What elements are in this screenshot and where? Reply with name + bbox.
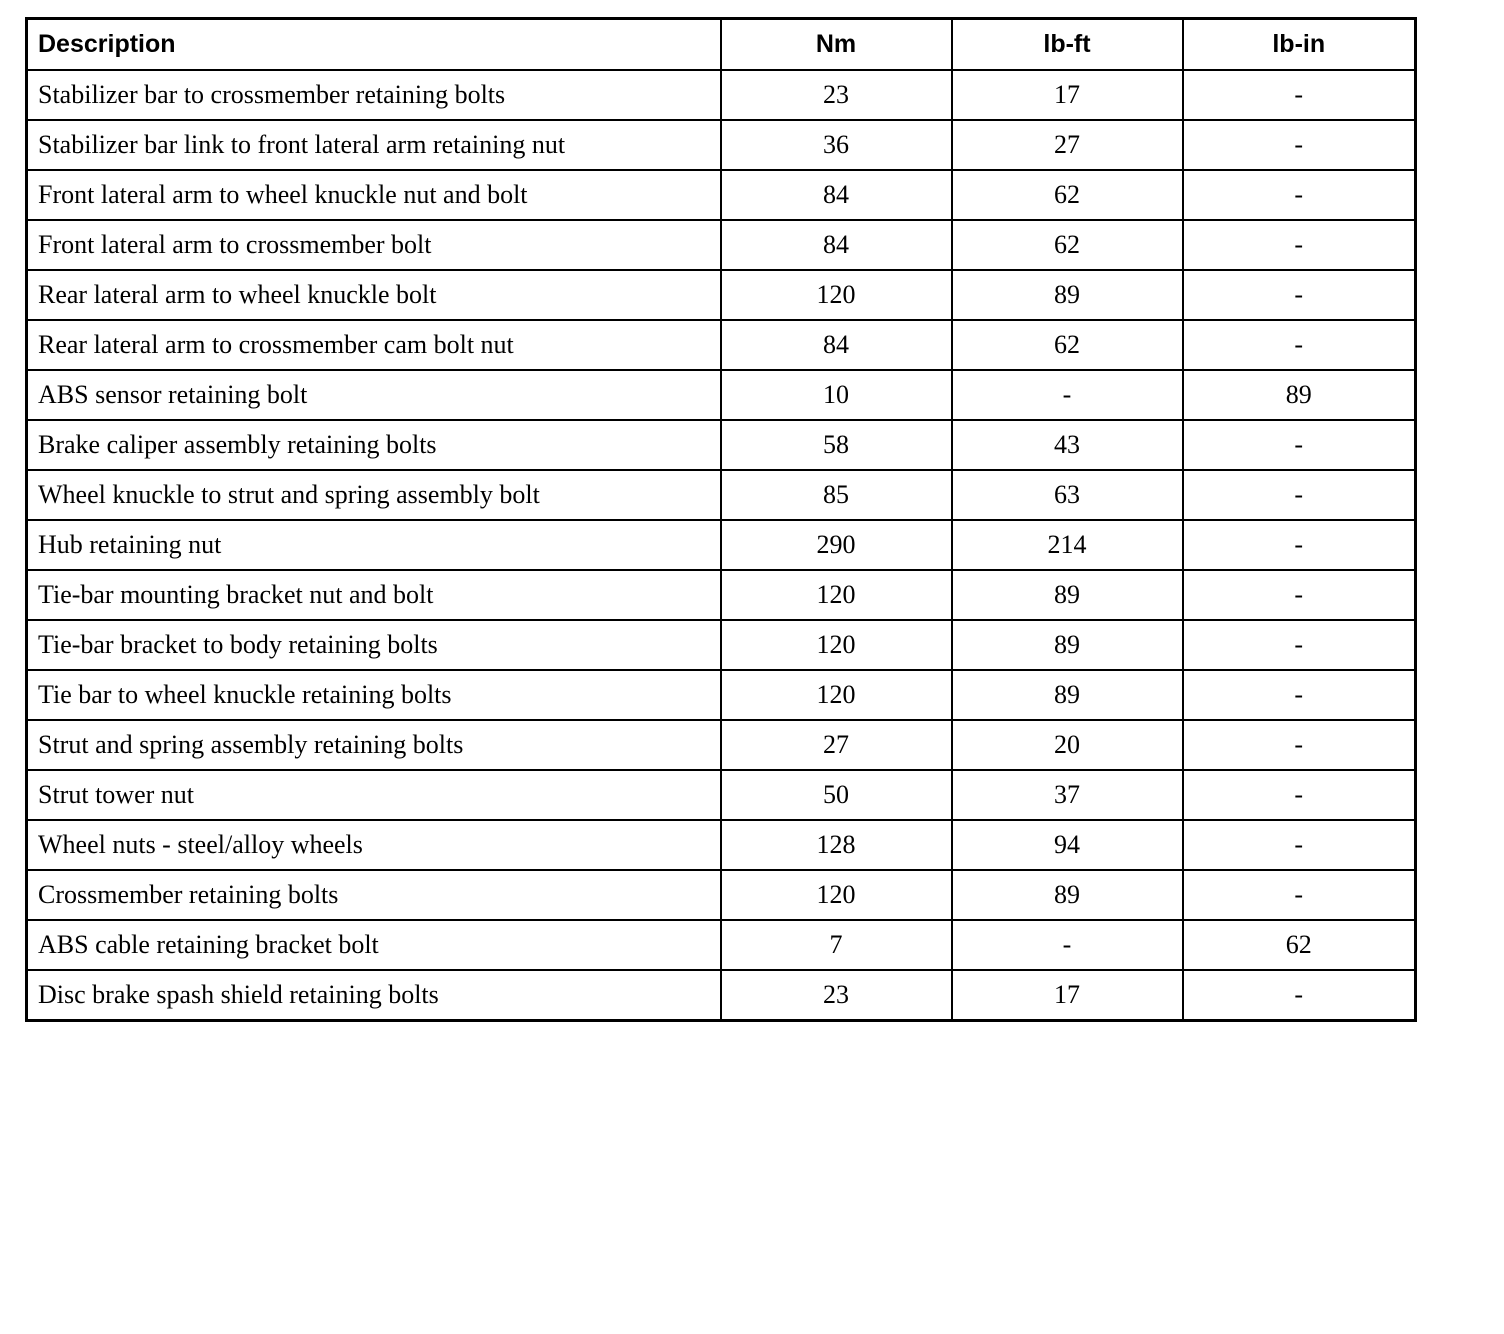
cell-lb-in: - bbox=[1183, 770, 1416, 820]
table-row bbox=[27, 420, 1416, 470]
cell-description: ABS sensor retaining bolt bbox=[27, 370, 721, 420]
cell-lb-in: - bbox=[1183, 70, 1416, 120]
table-row bbox=[27, 170, 1416, 220]
cell-description: Front lateral arm to wheel knuckle nut and bolt bbox=[27, 170, 721, 220]
header-description: Description bbox=[27, 19, 721, 71]
table-row bbox=[27, 320, 1416, 370]
cell-nm: 120 bbox=[721, 270, 952, 320]
cell-lb-in: - bbox=[1183, 620, 1416, 670]
table-row bbox=[27, 870, 1416, 920]
cell-nm: 84 bbox=[721, 220, 952, 270]
cell-description: Stabilizer bar to crossmember retaining bolts bbox=[27, 70, 721, 120]
cell-lb-in: - bbox=[1183, 420, 1416, 470]
cell-lb-ft: 89 bbox=[952, 870, 1183, 920]
table-row bbox=[27, 570, 1416, 620]
cell-nm: 23 bbox=[721, 70, 952, 120]
cell-lb-ft: 89 bbox=[952, 670, 1183, 720]
table-row bbox=[27, 470, 1416, 520]
cell-nm: 23 bbox=[721, 970, 952, 1021]
table-row bbox=[27, 70, 1416, 120]
cell-nm: 120 bbox=[721, 620, 952, 670]
cell-lb-in: - bbox=[1183, 870, 1416, 920]
cell-lb-ft: 89 bbox=[952, 270, 1183, 320]
cell-lb-in: - bbox=[1183, 270, 1416, 320]
table-row bbox=[27, 120, 1416, 170]
cell-lb-in: - bbox=[1183, 520, 1416, 570]
cell-lb-ft: 62 bbox=[952, 170, 1183, 220]
cell-lb-in: - bbox=[1183, 120, 1416, 170]
cell-lb-ft: 20 bbox=[952, 720, 1183, 770]
cell-lb-ft: - bbox=[952, 370, 1183, 420]
cell-lb-in: 62 bbox=[1183, 920, 1416, 970]
cell-lb-ft: 214 bbox=[952, 520, 1183, 570]
cell-lb-in: - bbox=[1183, 970, 1416, 1021]
cell-description: Brake caliper assembly retaining bolts bbox=[27, 420, 721, 470]
cell-description: Tie bar to wheel knuckle retaining bolts bbox=[27, 670, 721, 720]
cell-description: Disc brake spash shield retaining bolts bbox=[27, 970, 721, 1021]
cell-description: ABS cable retaining bracket bolt bbox=[27, 920, 721, 970]
cell-lb-in: - bbox=[1183, 220, 1416, 270]
cell-nm: 120 bbox=[721, 870, 952, 920]
header-row bbox=[27, 19, 1416, 71]
cell-lb-ft: 89 bbox=[952, 570, 1183, 620]
cell-nm: 290 bbox=[721, 520, 952, 570]
table-row bbox=[27, 220, 1416, 270]
cell-nm: 27 bbox=[721, 720, 952, 770]
cell-lb-in: - bbox=[1183, 820, 1416, 870]
cell-nm: 84 bbox=[721, 320, 952, 370]
cell-description: Tie-bar mounting bracket nut and bolt bbox=[27, 570, 721, 620]
table-row bbox=[27, 720, 1416, 770]
cell-lb-ft: 89 bbox=[952, 620, 1183, 670]
cell-lb-ft: 17 bbox=[952, 970, 1183, 1021]
cell-nm: 84 bbox=[721, 170, 952, 220]
cell-lb-ft: 27 bbox=[952, 120, 1183, 170]
cell-nm: 120 bbox=[721, 670, 952, 720]
cell-lb-ft: 43 bbox=[952, 420, 1183, 470]
cell-lb-in: - bbox=[1183, 570, 1416, 620]
cell-description: Wheel knuckle to strut and spring assembly bolt bbox=[27, 470, 721, 520]
cell-lb-ft: 94 bbox=[952, 820, 1183, 870]
cell-description: Tie-bar bracket to body retaining bolts bbox=[27, 620, 721, 670]
torque-specifications-table bbox=[25, 17, 1417, 1022]
table-row bbox=[27, 670, 1416, 720]
cell-description: Strut and spring assembly retaining bolts bbox=[27, 720, 721, 770]
cell-description: Strut tower nut bbox=[27, 770, 721, 820]
table-row bbox=[27, 820, 1416, 870]
cell-lb-in: - bbox=[1183, 470, 1416, 520]
cell-description: Wheel nuts - steel/alloy wheels bbox=[27, 820, 721, 870]
cell-description: Hub retaining nut bbox=[27, 520, 721, 570]
cell-description: Front lateral arm to crossmember bolt bbox=[27, 220, 721, 270]
cell-lb-in: - bbox=[1183, 720, 1416, 770]
cell-lb-in: 89 bbox=[1183, 370, 1416, 420]
header-lb-ft: lb-ft bbox=[952, 19, 1183, 71]
cell-nm: 36 bbox=[721, 120, 952, 170]
table-row bbox=[27, 520, 1416, 570]
cell-lb-in: - bbox=[1183, 670, 1416, 720]
table-row bbox=[27, 270, 1416, 320]
table-body bbox=[27, 70, 1416, 1021]
cell-lb-in: - bbox=[1183, 320, 1416, 370]
cell-lb-in: - bbox=[1183, 170, 1416, 220]
cell-lb-ft: 62 bbox=[952, 320, 1183, 370]
cell-nm: 120 bbox=[721, 570, 952, 620]
cell-nm: 85 bbox=[721, 470, 952, 520]
table-row bbox=[27, 970, 1416, 1021]
cell-lb-ft: - bbox=[952, 920, 1183, 970]
table-row bbox=[27, 370, 1416, 420]
cell-lb-ft: 37 bbox=[952, 770, 1183, 820]
cell-lb-ft: 62 bbox=[952, 220, 1183, 270]
table-row bbox=[27, 770, 1416, 820]
cell-lb-ft: 17 bbox=[952, 70, 1183, 120]
cell-nm: 50 bbox=[721, 770, 952, 820]
cell-nm: 58 bbox=[721, 420, 952, 470]
header-nm: Nm bbox=[721, 19, 952, 71]
cell-description: Rear lateral arm to crossmember cam bolt nut bbox=[27, 320, 721, 370]
cell-lb-ft: 63 bbox=[952, 470, 1183, 520]
table-row bbox=[27, 620, 1416, 670]
cell-description: Rear lateral arm to wheel knuckle bolt bbox=[27, 270, 721, 320]
cell-description: Crossmember retaining bolts bbox=[27, 870, 721, 920]
cell-description: Stabilizer bar link to front lateral arm retaining nut bbox=[27, 120, 721, 170]
cell-nm: 7 bbox=[721, 920, 952, 970]
table-row bbox=[27, 920, 1416, 970]
cell-nm: 128 bbox=[721, 820, 952, 870]
cell-nm: 10 bbox=[721, 370, 952, 420]
header-lb-in: lb-in bbox=[1183, 19, 1416, 71]
